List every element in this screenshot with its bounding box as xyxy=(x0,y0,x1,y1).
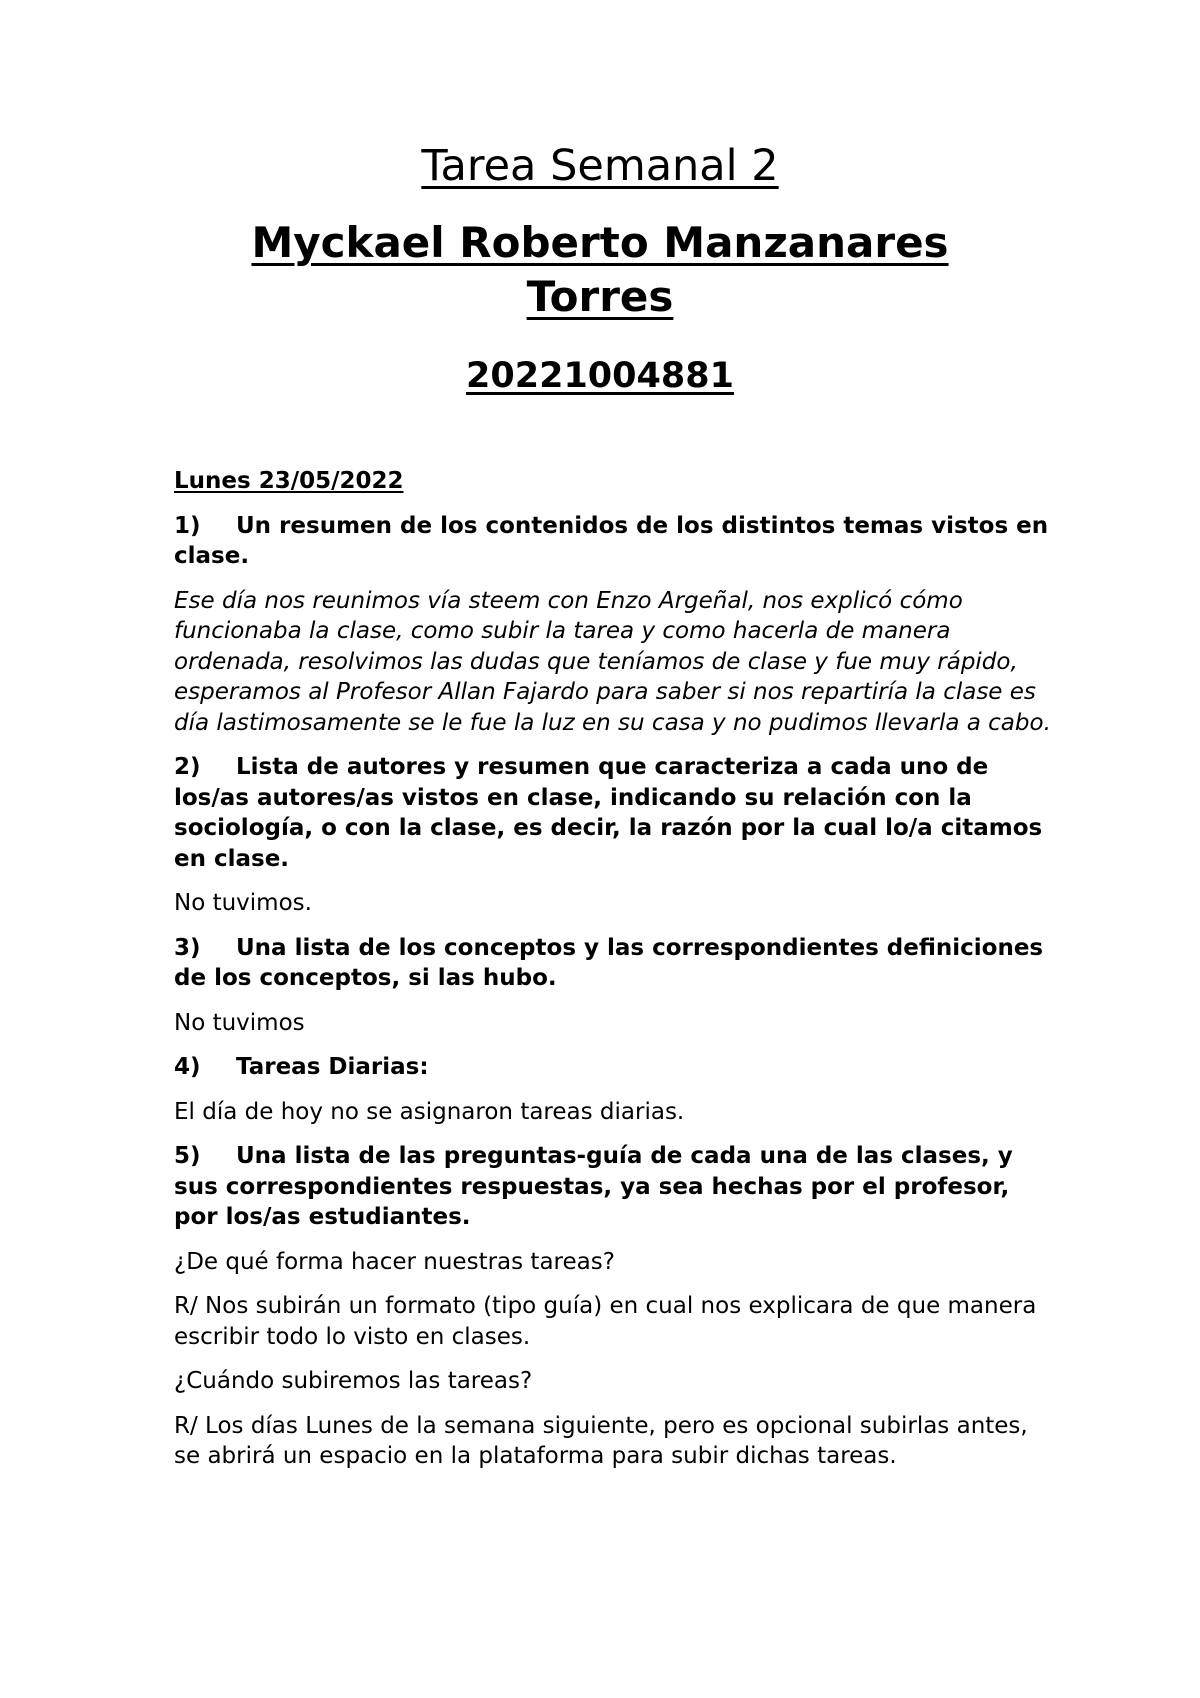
question-3-text: Una lista de los conceptos y las correspondientes definiciones de los conceptos, si las hubo. xyxy=(174,934,1044,991)
question-4-number: 4) xyxy=(174,1054,201,1080)
question-5 xyxy=(174,1141,1054,1233)
author-name: Myckael Roberto Manzanares Torres xyxy=(251,218,949,321)
answer-3: No tuvimos xyxy=(174,1009,305,1036)
guide-question-2: ¿Cuándo subiremos las tareas? xyxy=(174,1368,533,1394)
question-4-text: Tareas Diarias: xyxy=(236,1054,429,1080)
guide-question-1: ¿De qué forma hacer nuestras tareas? xyxy=(174,1248,615,1275)
question-3-number: 3) xyxy=(174,934,201,961)
document-body xyxy=(174,466,1054,1486)
question-2-number: 2) xyxy=(174,754,201,780)
title-block xyxy=(0,140,1200,398)
question-5-text: Una lista de las preguntas-guía de cada una de las clases, y sus correspondientes respuestas, ya sea hechas por el profesor, por los/as estudiantes. xyxy=(174,1143,1013,1230)
question-1 xyxy=(174,511,1054,572)
guide-answer-1: R/ Nos subirán un formato (tipo guía) en cual nos explicara de que manera escribir todo lo visto en clases. xyxy=(174,1293,1037,1350)
student-id: 20221004881 xyxy=(466,356,734,396)
question-1-number: 1) xyxy=(174,512,201,539)
answer-1: Ese día nos reunimos vía steem con Enzo Argeñal, nos explicó cómo funcionaba la clase, como subir la tarea y como hacerla de manera ordenada, resolvimos las dudas que teníamos de clase y fue muy rápido, esperamos al Profesor Allan Fajardo para saber si nos repartiría la clase es día lastimosamente se le fue la luz en su casa y no pudimos llevarla a cabo. xyxy=(174,587,1051,736)
answer-2: No tuvimos. xyxy=(174,890,312,916)
question-4 xyxy=(174,1052,1054,1083)
guide-answer-2: R/ Los días Lunes de la semana siguiente, pero es opcional subirlas antes, se abrirá un espacio en la plataforma para subir dichas tareas. xyxy=(174,1412,1028,1469)
date-heading: Lunes 23/05/2022 xyxy=(174,468,404,494)
question-1-text: Un resumen de los contenidos de los distintos temas vistos en clase. xyxy=(174,512,1049,569)
question-5-number: 5) xyxy=(174,1143,201,1169)
document-title: Tarea Semanal 2 xyxy=(421,141,779,191)
question-3 xyxy=(174,933,1054,994)
answer-4: El día de hoy no se asignaron tareas diarias. xyxy=(174,1098,685,1125)
question-2-text: Lista de autores y resumen que caracteriza a cada uno de los/as autores/as vistos en clase, indicando su relación con la sociología, o con la clase, es decir, la razón por la cual lo/a citamos en clase. xyxy=(174,754,1043,872)
question-2 xyxy=(174,752,1054,874)
